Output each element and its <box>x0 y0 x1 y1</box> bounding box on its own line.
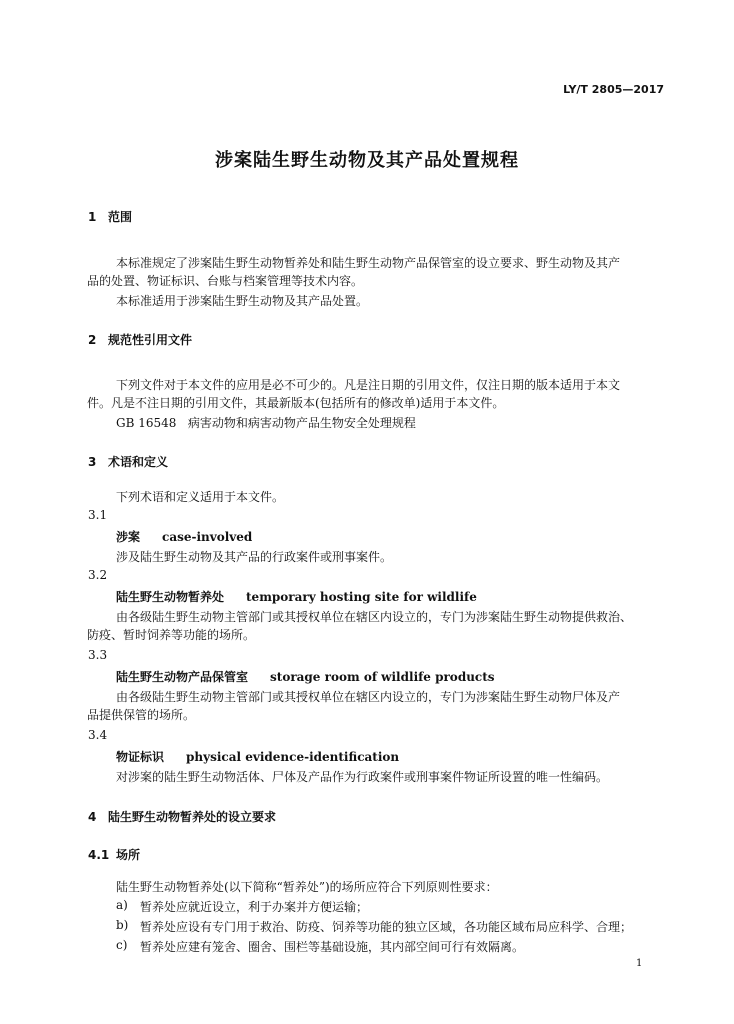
reference-code: GB 16548 <box>116 416 177 430</box>
term-definition: 对涉案的陆生野生动物活体、尸体及产品作为行政案件或刑事案件物证所设置的唯一性编码。 <box>116 770 609 784</box>
section-number: 2 <box>88 333 97 347</box>
list-item-marker: a) <box>116 898 128 912</box>
term-english: case-involved <box>162 530 253 544</box>
paragraph-line: 本标准规定了涉案陆生野生动物暂养处和陆生野生动物产品保管室的设立要求、野生动物及其产 <box>116 256 621 270</box>
section-3-heading <box>88 453 168 470</box>
paragraph-line: 陆生野生动物暂养处(以下简称“暂养处”)的场所应符合下列原则性要求： <box>116 880 498 894</box>
paragraph-line: 品的处置、物证标识、台账与档案管理等技术内容。 <box>87 274 364 288</box>
list-item: 暂养处应就近设立，利于办案并方便运输； <box>140 900 369 914</box>
term-heading <box>116 668 495 685</box>
subsection-4-1-heading <box>88 846 140 863</box>
section-4-heading <box>88 808 276 825</box>
term-heading <box>116 528 252 545</box>
list-item: 暂养处应建有笼舍、圈舍、围栏等基础设施，其内部空间可行有效隔离。 <box>140 940 525 954</box>
term-heading <box>116 748 399 765</box>
paragraph-line: 件。凡是不注日期的引用文件，其最新版本(包括所有的修改单)适用于本文件。 <box>87 396 505 410</box>
term-chinese: 陆生野生动物产品保管室 <box>116 670 249 684</box>
section-1-heading <box>88 208 132 225</box>
section-number: 4 <box>88 810 97 824</box>
section-title: 术语和定义 <box>108 455 169 469</box>
clause-number: 3.1 <box>88 508 108 522</box>
list-item: 暂养处应设有专门用于救治、防疫、饲养等功能的独立区域，各功能区域布局应科学、合理； <box>140 920 633 934</box>
term-chinese: 陆生野生动物暂养处 <box>116 590 225 604</box>
section-number: 1 <box>88 210 97 224</box>
clause-number: 3.4 <box>88 728 108 742</box>
term-definition: 品提供保管的场所。 <box>87 708 196 722</box>
subsection-title: 场所 <box>116 848 141 862</box>
term-definition: 由各级陆生野生动物主管部门或其授权单位在辖区内设立的，专门为涉案陆生野生动物提供救治、 <box>116 610 633 624</box>
list-item-marker: c) <box>116 938 128 952</box>
paragraph-line: 下列术语和定义适用于本文件。 <box>116 490 285 504</box>
term-definition: 由各级陆生野生动物主管部门或其授权单位在辖区内设立的，专门为涉案陆生野生动物尸体及产 <box>116 690 621 704</box>
section-title: 范围 <box>108 210 133 224</box>
section-number: 3 <box>88 455 97 469</box>
term-english: storage room of wildlife products <box>270 670 495 684</box>
clause-number: 3.3 <box>88 648 108 662</box>
term-definition: 防疫、暂时饲养等功能的场所。 <box>87 628 256 642</box>
term-heading <box>116 588 477 605</box>
term-chinese: 物证标识 <box>116 750 165 764</box>
section-title: 规范性引用文件 <box>108 333 193 347</box>
document-title: 涉案陆生野生动物及其产品处置规程 <box>215 150 519 171</box>
term-definition: 涉及陆生野生动物及其产品的行政案件或刑事案件。 <box>116 550 393 564</box>
section-title: 陆生野生动物暂养处的设立要求 <box>108 810 277 824</box>
paragraph-line: 下列文件对于本文件的应用是必不可少的。凡是注日期的引用文件，仅注日期的版本适用于本文 <box>116 378 621 392</box>
normative-reference <box>116 414 416 431</box>
clause-number: 3.2 <box>88 568 108 582</box>
term-english: physical evidence-identification <box>186 750 400 764</box>
section-2-heading <box>88 331 192 348</box>
list-item-marker: b) <box>116 918 129 932</box>
term-chinese: 涉案 <box>116 530 141 544</box>
reference-title: 病害动物和病害动物产品生物安全处理规程 <box>187 416 416 430</box>
subsection-number: 4.1 <box>88 848 110 862</box>
term-english: temporary hosting site for wildlife <box>246 590 477 604</box>
paragraph-line: 本标准适用于涉案陆生野生动物及其产品处置。 <box>116 294 369 308</box>
page-number: 1 <box>636 958 643 969</box>
standard-number: LY/T 2805—2017 <box>563 83 664 96</box>
